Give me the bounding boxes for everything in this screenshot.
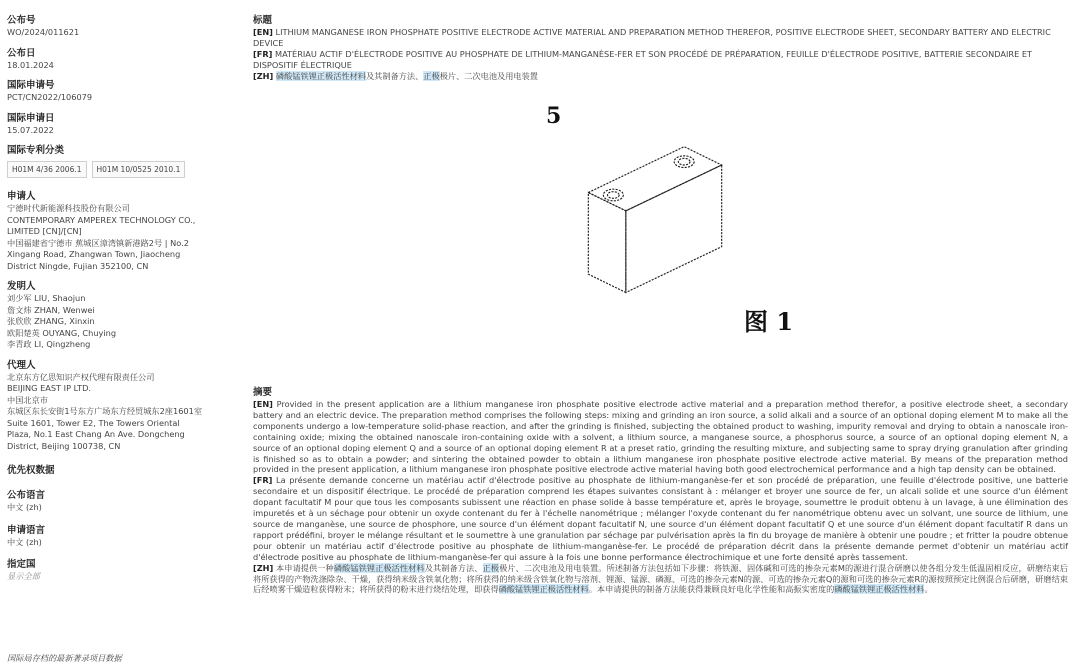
title-en-text: LITHIUM MANGANESE IRON PHOSPHATE POSITIVE ELECTRODE ACTIVE MATERIAL AND PREPARATION METHOD THEREFOR, POSITIVE ELECTRODE SHEET, SECONDARY BATTERY AND ELECTRIC DEVICE [253, 27, 1051, 48]
inventor-item: 詹文炜 ZHAN, Wenwei [7, 304, 95, 315]
highlight: 磷酸锰铁锂正极活性材料 [498, 584, 589, 595]
abstract-fr [253, 475, 1068, 562]
agent-line: Suite 1601, Tower E2, The Towers Oriental [7, 417, 180, 428]
inventor-item: 刘少军 LIU, Shaojun [7, 293, 86, 303]
pub-date: 18.01.2024 [7, 59, 54, 70]
app-lang-label: 申请语言 [7, 524, 46, 536]
lang-tag: [EN] [253, 27, 273, 37]
lang-tag: [FR] [253, 49, 273, 59]
abstract-section [253, 386, 1068, 595]
app-no: PCT/CN2022/106079 [7, 92, 93, 102]
applicant-line: 中国福建省宁德市 蕉城区漳湾镇新港路2号 | No.2 [7, 237, 189, 248]
abstract-heading: 摘要 [253, 387, 273, 398]
abstract-en-text: Provided in the present application are a lithium manganese iron phosphate positive electrode active material and a preparation method therefor, a positive electrode sheet, a secondary battery and an electric device. The preparation method comprises the following steps: mixing and grinding an iron source, a solid alkali and a source of an optional doping element M to make all the components undergo a low-temperature solid-phase reaction, and after the grinding is finished, subjecting the obtained product to washing, impurity removal and drying to obtain a nanoscale iron-containing oxide; mixing the obtained nanoscale iron-containing oxide with a solvent, a lithium source, a manganese source, a phosphorus source, a source of an optional doping element N, a source of an optional doping element Q and a source of an optional doping element R at a preset ratio, grinding the resulting mixture, and subjecting same to spray drying granulation after grinding is finished so as to obtain a powder; and sintering the obtained powder to obtain a lithium manganese iron phosphate positive electrode active material. By means of the preparation method provided in the present application, a lithium manganese iron phosphate positive electrode active material having both good electrochemical performance and a high tap density can be obtained. [253, 399, 1068, 475]
applicant-label: 申请人 [7, 191, 36, 202]
title-en [253, 27, 1068, 49]
agent-line: District, Beijing 100738, CN [7, 440, 121, 451]
abstract-fr-text: La présente demande concerne un matériau actif d'électrode positive au phosphate de lithium-manganèse-fer et son procédé de préparation, une feuille d'électrode positive, une batterie secondaire et un dispositif électrique. Le procédé de préparation comprend les étapes suivantes consistant à : mélanger et broyer une source de fer, un alcali solide et une source d'un élément dopant facultatif M pour que tous les composants subissent une réaction en phase solide à basse température et, après le broyage, soumettre le produit obtenu à un lavage, à une élimination des impuretés et à un séchage pour obtenir un oxyde contenant du fer à l'échelle nanométrique ; mélanger l'oxyde contenant du fer nanométrique obtenu avec un solvant, une source de lithium, une source de manganèse, une source de phosphore, une source d'un élément dopant facultatif N, une source d'un élément dopant facultatif Q et une source d'un élément dopant facultatif R dans un rapport prédéfini, broyer le mélange résultant et le soumettre à une granulation par séchage par pulvérisation après la fin du broyage de manière à obtenir une poudre ; et fritter la poudre obtenue pour obtenir un matériau actif d'électrode positive au phosphate de lithium-manganèse-fer. Le procédé de préparation décrit dans la présente demande permet d'obtenir un matériau actif d'électrode positive au phosphate de lithium-manganèse-fer qui assure à la fois une bonne performance électrochimique et une forte densité après tassement. [253, 475, 1068, 562]
lang-tag: [EN] [253, 399, 273, 409]
lang-tag: [ZH] [253, 562, 274, 573]
inventor-label: 发明人 [7, 281, 36, 292]
highlight: 磷酸锰铁锂正极活性材料 [333, 562, 425, 573]
app-date: 15.07.2022 [7, 124, 54, 135]
highlight: 正极 [482, 562, 500, 573]
highlight: 磷酸锰铁锂正极活性材料 [275, 71, 366, 81]
ipc-label: 国际专利分类 [7, 145, 65, 156]
title-zh [253, 71, 1068, 82]
title-zh-text: 极片、二次电池及用电装置 [439, 71, 538, 81]
lang-tag: [FR] [253, 475, 273, 486]
inventor-item: 张欣欣 ZHANG, Xinxin [7, 316, 95, 326]
app-date-label: 国际申请日 [7, 112, 55, 124]
abstract-zh-text: 。 [924, 584, 933, 595]
battery-drawing[interactable] [560, 130, 800, 330]
title-zh-text: 及其制备方法、 [365, 71, 424, 81]
pub-no: WO/2024/011621 [7, 27, 80, 37]
abstract-zh-text: 及其制备方法、 [424, 562, 483, 573]
bibliographic-sidebar [7, 14, 239, 583]
agent-line: BEIJING EAST IP LTD. [7, 383, 91, 393]
title-fr [253, 49, 1068, 71]
agent-line: 东城区东长安街1号东方广场东方经贸城东2座1601室 [7, 406, 203, 416]
designated-label: 指定国 [7, 559, 36, 570]
agent-line: 中国北京市 [7, 394, 48, 405]
ipc-chip[interactable]: H01M 10/0525 2010.1 [92, 161, 186, 178]
highlight: 磷酸锰铁锂正极活性材料 [834, 584, 925, 595]
agent-label: 代理人 [7, 359, 36, 371]
applicant-line: CONTEMPORARY AMPEREX TECHNOLOGY CO., [7, 214, 196, 225]
ipc-chip[interactable]: H01M 4/36 2006.1 [7, 161, 87, 178]
abstract-zh-text: 本申请提供一种 [275, 562, 334, 573]
applicant-line: District Ningde, Fujian 352100, CN [7, 260, 149, 271]
abstract-zh-text: 。本申请提供的制备方法能获得兼顾良好电化学性能和高振实密度的 [588, 584, 835, 595]
pub-date-label: 公布日 [7, 47, 36, 59]
app-no-label: 国际申请号 [7, 80, 55, 91]
app-lang: 中文 (zh) [7, 536, 42, 547]
inventor-item: 李青政 LI, Qingzheng [7, 339, 91, 349]
pub-no-label: 公布号 [7, 15, 36, 26]
applicant-line: LIMITED [CN]/[CN] [7, 226, 82, 236]
show-all-link[interactable]: 显示全部 [7, 571, 40, 581]
figure-reference-number: 5 [546, 103, 562, 129]
title-heading: 标题 [253, 15, 273, 26]
abstract-en [253, 399, 1068, 475]
ipc-list [7, 161, 239, 178]
title-fr-text: MATÉRIAU ACTIF D'ÉLECTRODE POSITIVE AU PHOSPHATE DE LITHIUM-MANGANÈSE-FER ET SON PROCÉDÉ DE PRÉPARATION, FEUILLE D'ÉLECTRODE POSITIVE, BATTERIE SECONDAIRE ET DISPOSITIF ÉLECTRIQUE [253, 49, 1033, 70]
figure-caption: 图 1 [744, 307, 794, 336]
agent-line: 北京东方亿思知识产权代理有限责任公司 [7, 371, 155, 382]
applicant-line: 宁德时代新能源科技股份有限公司 [7, 203, 130, 213]
priority-label: 优先权数据 [7, 465, 55, 476]
highlight: 正极 [423, 71, 440, 81]
abstract-zh-text: 极片、二次电池及用电装置。所述制备方法包括如下步骤：将铁源、固体碱和可选的掺杂元素M的源进行混合研磨以使各组分发生低温固相反应，研磨结束后将所获得的产物洗涤除杂、干燥，获得纳米级含铁氧化物；将所获得的纳米级含铁氧化物与溶剂、锂源、锰源、磷源、可选的掺杂元素N的源、可选的掺杂元素Q的源和可选的掺杂元素R的源按照预定比例混合后研磨，研磨结束后经喷雾干燥造粒获得粉末；将所获得的粉末进行烧结处理，即获得 [253, 562, 1068, 595]
title-section [253, 14, 1068, 82]
pub-lang: 中文 (zh) [7, 502, 42, 512]
pub-lang-label: 公布语言 [7, 490, 46, 501]
lang-tag: [ZH] [253, 71, 274, 81]
abstract-zh [253, 563, 1068, 596]
applicant-line: Xingang Road, Zhangwan Town, Jiaocheng [7, 249, 181, 259]
latest-data-link[interactable]: 国际局存档的最新著录项目数据 [7, 653, 122, 663]
agent-line: Plaza, No.1 East Chang An Ave. Dongcheng [7, 429, 185, 439]
inventor-item: 欧阳楚英 OUYANG, Chuying [7, 327, 117, 338]
